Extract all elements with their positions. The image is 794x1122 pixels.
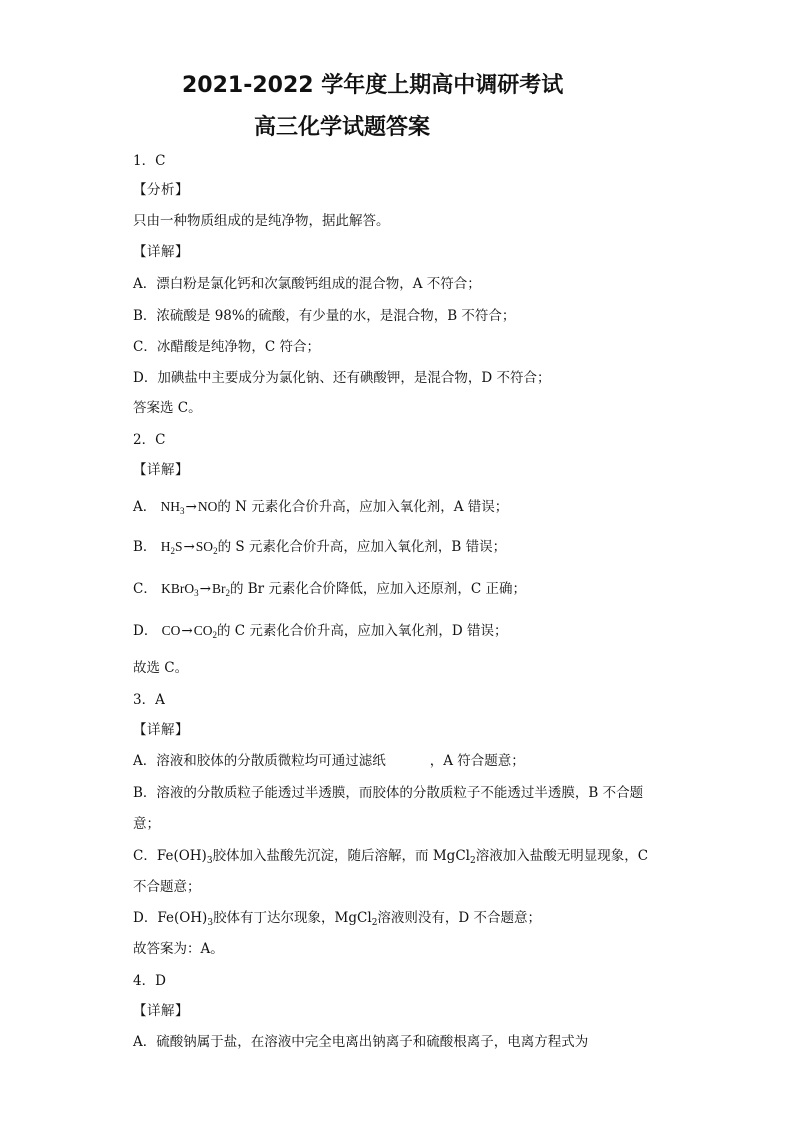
q1-analysis-text: 只由一种物质组成的是纯净物，据此解答。 [133, 213, 390, 229]
option-label: B． [133, 539, 157, 555]
q1-option-b: B．浓硫酸是 98%的硫酸，有少量的水，是混合物，B 不符合； [133, 308, 516, 324]
q3-number: 3．A [133, 692, 165, 708]
formula-product: $CO_2$ [193, 623, 217, 640]
q3-detail-tag: 【详解】 [133, 722, 189, 738]
q3-option-d: D．$Fe(OH)_3$胶体有丁达尔现象，MgCl$_2$溶液则没有，D 不合题意； [133, 910, 542, 928]
q3-option-c-line1: C．$Fe(OH)_3$胶体加入盐酸先沉淀，随后溶解，而 MgCl$_2$溶液加入盐酸无明显现象，C [133, 848, 649, 866]
reaction-arrow-icon: → [181, 623, 193, 639]
q2-number: 2．C [133, 432, 166, 448]
q4-detail-tag: 【详解】 [133, 1003, 189, 1019]
q4-option-a: A．硫酸钠属于盐，在溶液中完全电离出钠离子和硫酸根离子，电离方程式为 [133, 1034, 589, 1050]
formula-product: $Br_2$ [211, 581, 230, 598]
q3-option-b-line1: B．溶液的分散质粒子能透过半透膜，而胶体的分散质粒子不能透过半透膜，B 不合题 [133, 785, 644, 801]
q1-number: 1．C [133, 153, 166, 169]
formula-product: NO [197, 499, 218, 514]
q1-option-c: C．冰醋酸是纯净物，C 符合； [133, 339, 320, 355]
option-explanation: 的 S 元素化合价升高，应加入氧化剂，B 错误； [217, 539, 507, 555]
q2-answer: 故选 C。 [133, 660, 189, 676]
q1-analysis-tag: 【分析】 [133, 182, 189, 198]
q2-detail-tag: 【详解】 [133, 462, 189, 478]
q1-detail-tag: 【详解】 [133, 244, 189, 260]
q2-option-b [133, 538, 506, 556]
q1-answer: 答案选 C。 [133, 400, 202, 416]
q4-number: 4．D [133, 973, 166, 989]
formula-product: $SO_2$ [195, 539, 218, 556]
formula-reactant: $NH_3$ [160, 499, 185, 516]
reaction-arrow-icon: → [183, 539, 195, 555]
reaction-arrow-icon: → [185, 499, 197, 515]
option-label: C． [133, 581, 157, 597]
option-explanation: 的 C 元素化合价升高，应加入氧化剂，D 错误； [216, 623, 508, 639]
formula-reactant: KBrO$_3$ [161, 581, 199, 598]
q2-option-a [133, 498, 508, 516]
option-label: A． [133, 499, 157, 515]
q3-option-c-line2: 不合题意； [133, 879, 201, 895]
formula-reactant: CO [161, 623, 181, 638]
option-label: D． [133, 623, 158, 639]
q2-option-d [133, 622, 508, 640]
document-title: 2021-2022 学年度上期高中调研考试 [182, 73, 564, 98]
reaction-arrow-icon: → [199, 581, 211, 597]
q1-option-a: A．漂白粉是氯化钙和次氯酸钙组成的混合物，A 不符合； [133, 276, 481, 292]
q3-option-b-line2: 意； [133, 816, 160, 832]
q1-option-d: D．加碘盐中主要成分为氯化钠、还有碘酸钾，是混合物，D 不符合； [133, 370, 551, 386]
q2-option-c [133, 580, 526, 598]
option-explanation: 的 N 元素化合价升高，应加入氧化剂，A 错误； [217, 499, 509, 515]
option-explanation: 的 Br 元素化合价降低，应加入还原剂，C 正确； [229, 581, 527, 597]
document-subtitle: 高三化学试题答案 [254, 115, 431, 140]
q3-answer: 故答案为：A。 [133, 941, 224, 957]
q3-option-a: A．溶液和胶体的分散质微粒均可通过滤纸 ，A 符合题意； [133, 753, 525, 769]
formula-reactant: $H_2S$ [160, 539, 183, 556]
